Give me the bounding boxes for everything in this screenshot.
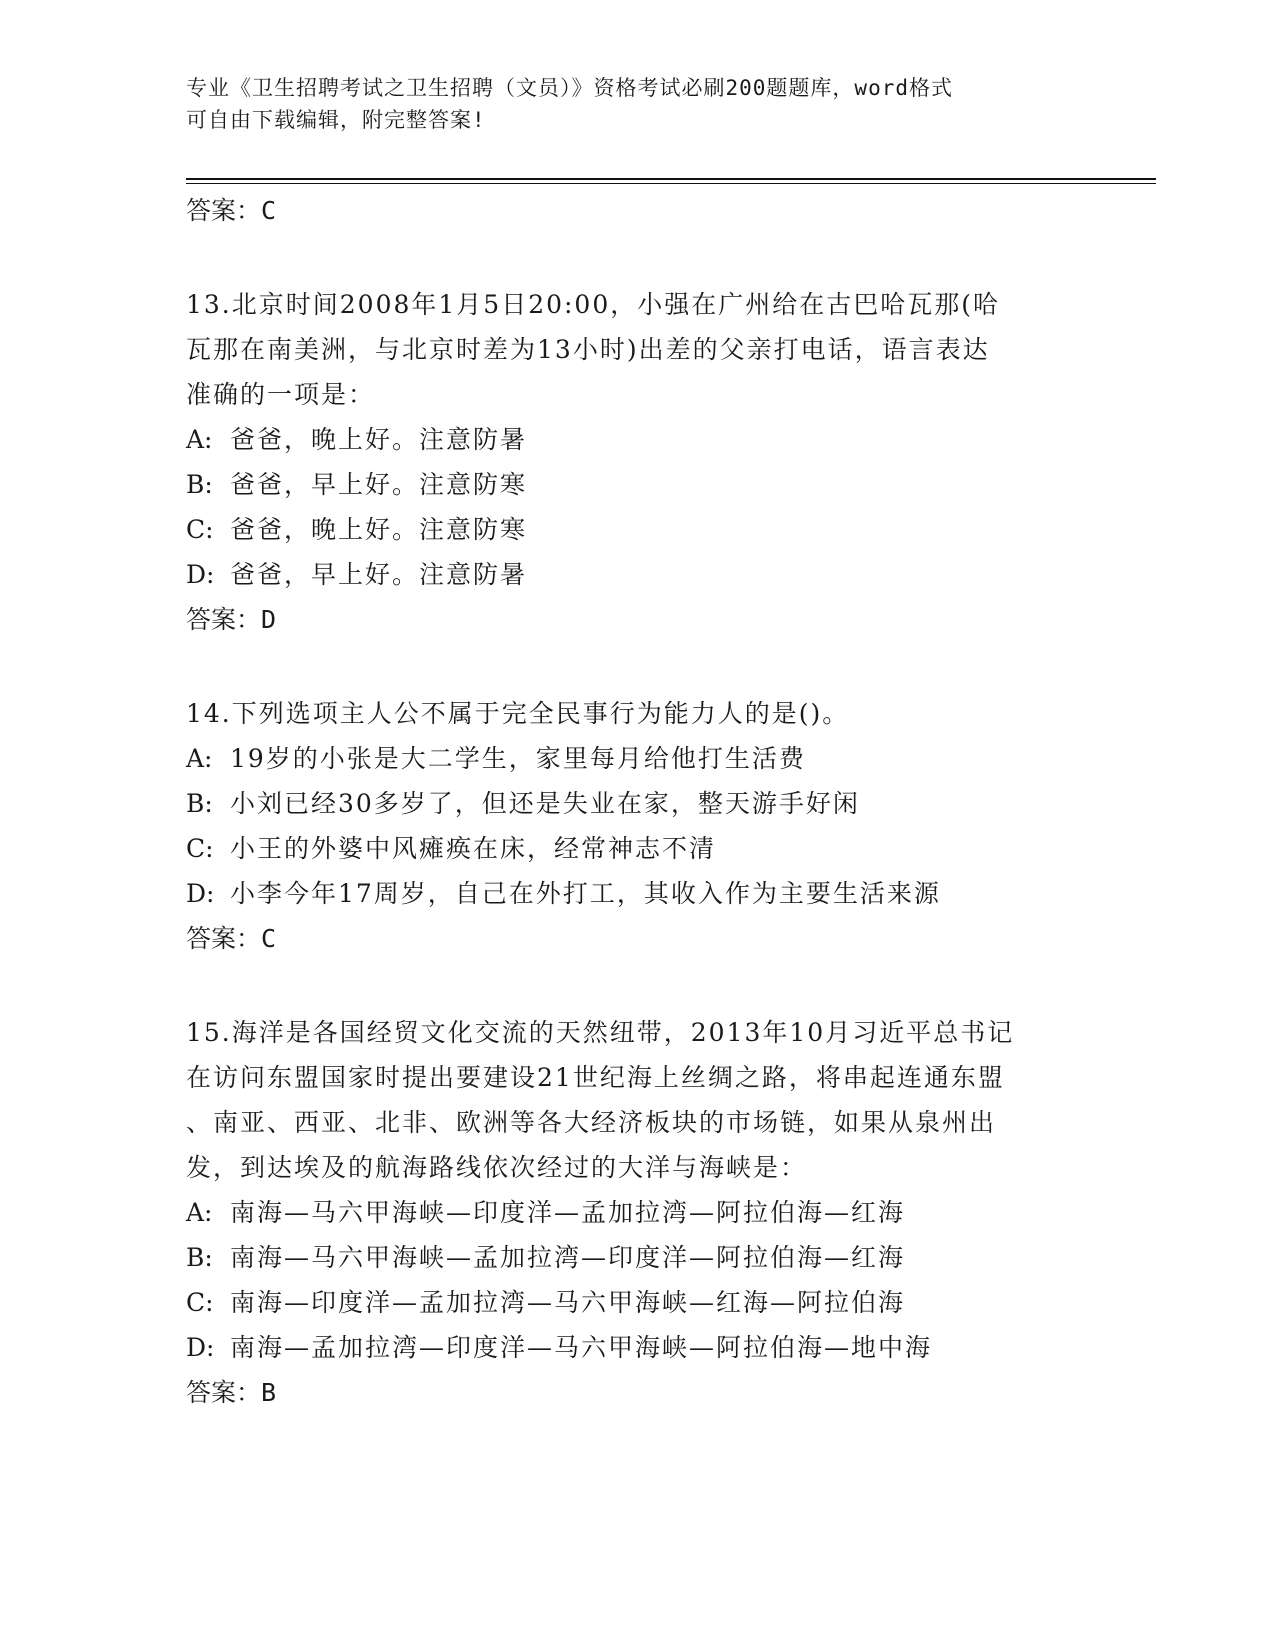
option-b — [186, 462, 1086, 507]
spacer — [186, 643, 1086, 691]
option-c — [186, 826, 1086, 871]
document-body — [186, 188, 1086, 1416]
question-13 — [186, 282, 1086, 643]
option-letter: B: — [186, 789, 213, 818]
option-a — [186, 1190, 1086, 1235]
option-letter: D: — [186, 560, 215, 589]
answer-value: D — [261, 605, 277, 634]
previous-answer — [186, 188, 1086, 234]
option-text: 南海—马六甲海峡—孟加拉湾—印度洋—阿拉伯海—红海 — [230, 1243, 906, 1272]
option-text: 爸爸，早上好。注意防暑 — [230, 560, 528, 589]
question-text-line: 瓦那在南美洲，与北京时差为13小时)出差的父亲打电话，语言表达 — [186, 335, 990, 364]
option-d — [186, 1325, 1086, 1370]
option-text: 小王的外婆中风瘫痪在床，经常神志不清 — [230, 834, 717, 863]
answer-value: C — [261, 196, 277, 225]
answer-value: B — [261, 1378, 277, 1407]
spacer — [186, 234, 1086, 282]
question-text-line: 、南亚、西亚、北非、欧洲等各大经济板块的市场链，如果从泉州出 — [186, 1108, 997, 1137]
option-text: 小刘已经30多岁了，但还是失业在家，整天游手好闲 — [230, 789, 860, 818]
option-d — [186, 552, 1086, 597]
option-letter: C: — [186, 1288, 214, 1317]
option-text: 19岁的小张是大二学生，家里每月给他打生活费 — [230, 744, 806, 773]
option-letter: D: — [186, 1333, 215, 1362]
answer-label: 答案： — [186, 196, 262, 225]
answer-label: 答案： — [186, 1378, 262, 1407]
answer-15 — [186, 1370, 1086, 1416]
option-letter: B: — [186, 1243, 213, 1272]
option-a — [186, 736, 1086, 781]
option-text: 爸爸，早上好。注意防寒 — [230, 470, 528, 499]
option-text: 爸爸，晚上好。注意防暑 — [230, 425, 528, 454]
option-letter: B: — [186, 470, 213, 499]
option-b — [186, 1235, 1086, 1280]
option-c — [186, 507, 1086, 552]
answer-value: C — [261, 924, 277, 953]
question-text-line: 13.北京时间2008年1月5日20:00，小强在广州给在古巴哈瓦那(哈 — [186, 290, 1000, 319]
option-text: 南海—印度洋—孟加拉湾—马六甲海峡—红海—阿拉伯海 — [230, 1288, 906, 1317]
header-line-1: 专业《卫生招聘考试之卫生招聘（文员）》资格考试必刷200题题库，word格式 — [186, 76, 953, 100]
option-text: 爸爸，晚上好。注意防寒 — [230, 515, 528, 544]
option-text: 南海—孟加拉湾—印度洋—马六甲海峡—阿拉伯海—地中海 — [230, 1333, 933, 1362]
option-text: 小李今年17周岁，自己在外打工，其收入作为主要生活来源 — [230, 879, 941, 908]
question-14 — [186, 691, 1086, 962]
option-letter: D: — [186, 879, 215, 908]
answer-label: 答案： — [186, 924, 262, 953]
option-letter: A: — [186, 744, 213, 773]
option-letter: A: — [186, 425, 213, 454]
question-text-line: 在访问东盟国家时提出要建设21世纪海上丝绸之路，将串起连通东盟 — [186, 1063, 1005, 1092]
header-line-2: 可自由下载编辑，附完整答案! — [186, 108, 486, 132]
question-15 — [186, 1010, 1086, 1416]
question-text-line: 14.下列选项主人公不属于完全民事行为能力人的是()。 — [186, 699, 850, 728]
answer-13 — [186, 597, 1086, 643]
option-a — [186, 417, 1086, 462]
option-c — [186, 1280, 1086, 1325]
option-letter: C: — [186, 515, 214, 544]
option-text: 南海—马六甲海峡—印度洋—孟加拉湾—阿拉伯海—红海 — [230, 1198, 906, 1227]
spacer — [186, 962, 1086, 1010]
option-b — [186, 781, 1086, 826]
answer-label: 答案： — [186, 605, 262, 634]
question-text-line: 准确的一项是： — [186, 380, 376, 409]
question-text-line: 发，到达埃及的航海路线依次经过的大洋与海峡是： — [186, 1153, 808, 1182]
option-d — [186, 871, 1086, 916]
page-header — [186, 72, 1066, 136]
option-letter: C: — [186, 834, 214, 863]
answer-14 — [186, 916, 1086, 962]
option-letter: A: — [186, 1198, 213, 1227]
question-text-line: 15.海洋是各国经贸文化交流的天然纽带，2013年10月习近平总书记 — [186, 1018, 1015, 1047]
header-divider — [186, 178, 1156, 184]
